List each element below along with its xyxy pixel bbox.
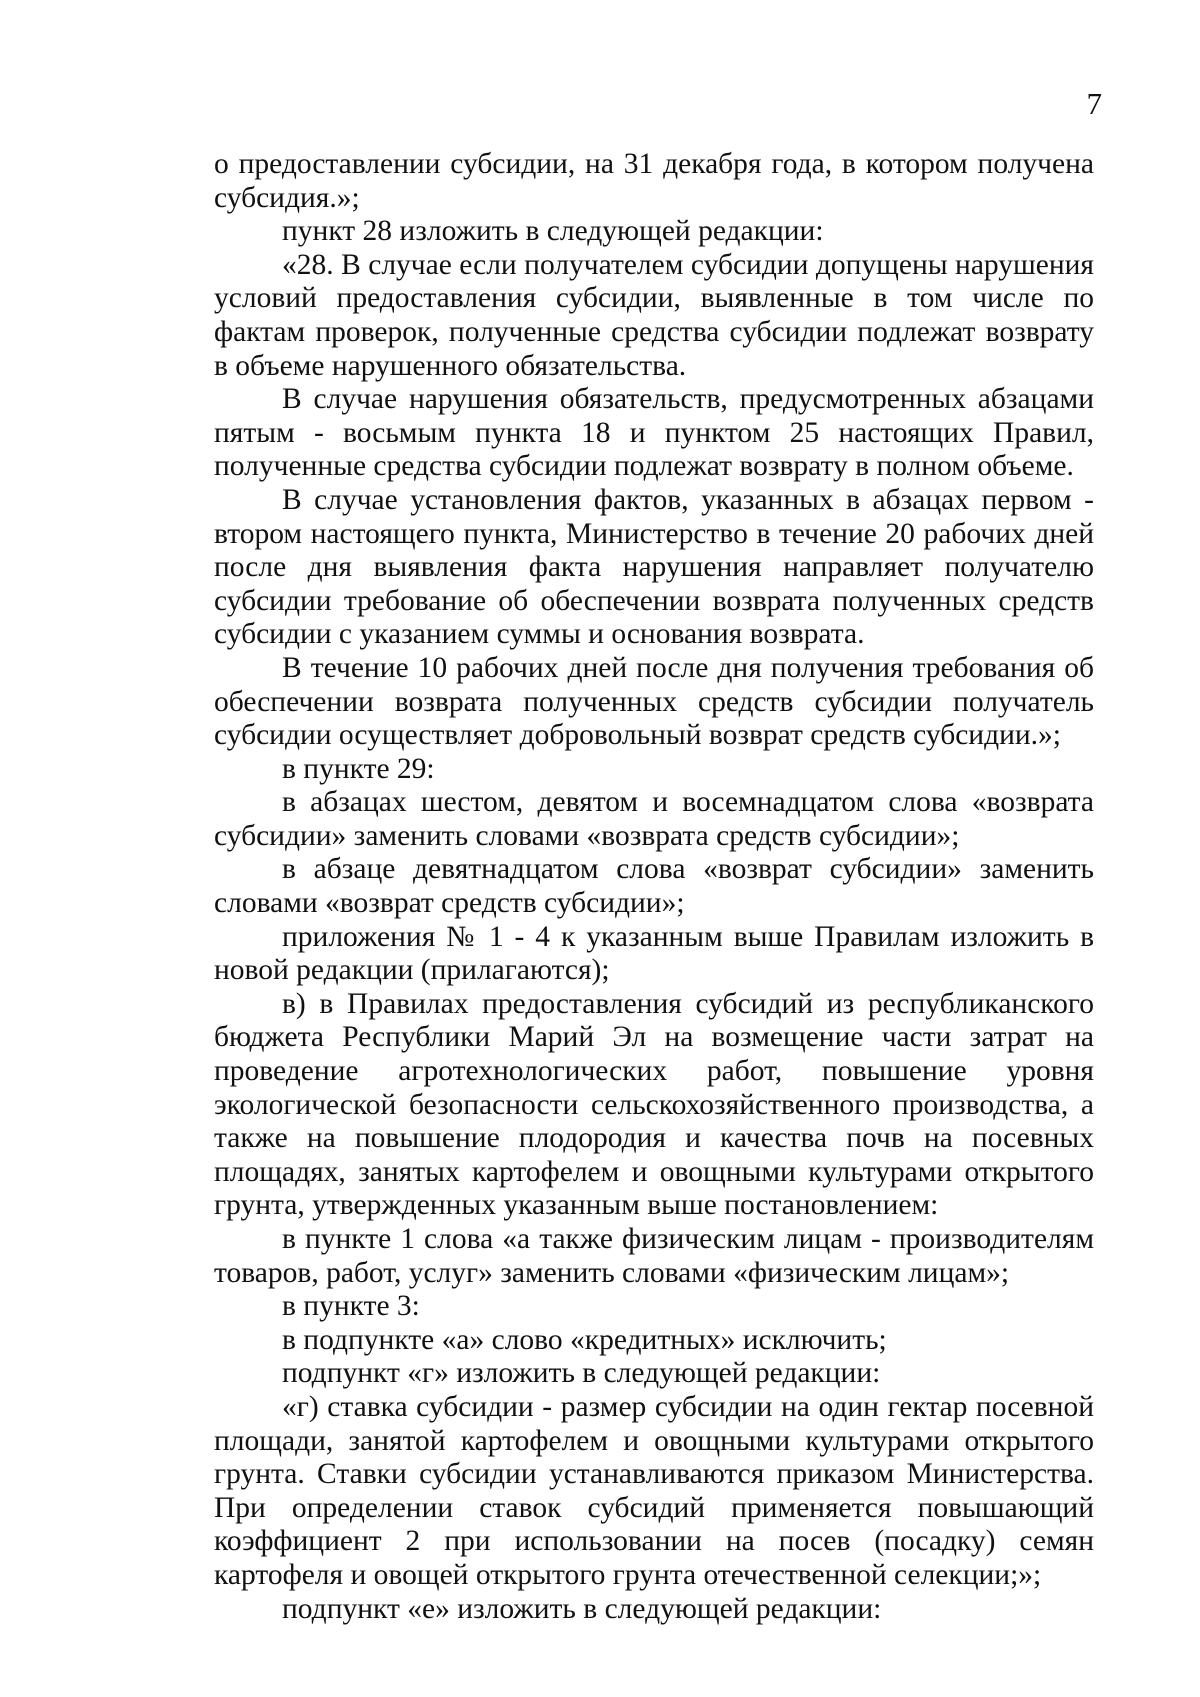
paragraph-subpoint-e-instruction: подпункт «е» изложить в следующей редакции: bbox=[282, 1592, 882, 1625]
paragraph-point-28-instruction: пункт 28 изложить в следующей редакции: bbox=[282, 215, 824, 248]
paragraph-obligations-violation: В случае нарушения обязательств, предусмотренных абзацами пятым - восьмым пункта 18 и пунктом 25 настоящих Правил, полученные средства субсидии подлежат возврату в полном объеме. bbox=[214, 383, 1094, 483]
paragraph-appendices: приложения № 1 - 4 к указанным выше Правилам изложить в новой редакции (прилагаются); bbox=[214, 920, 1094, 987]
document-body bbox=[214, 148, 1094, 1626]
paragraph-subpoint-g-instruction: подпункт «г» изложить в следующей редакции: bbox=[282, 1357, 881, 1390]
paragraph-point-29: в пункте 29: bbox=[282, 752, 435, 785]
paragraph-rules-v: в) в Правилах предоставления субсидий из республиканского бюджета Республики Марий Эл на возмещение части затрат на проведение агротехнологических работ, повышение уровня экологической безопасности сельскохозяйственного производства, а также на повышение плодородия и качества почв на посевных площадях, занятых картофелем и овощными культурами открытого грунта, утвержденных указанным выше постановлением: bbox=[214, 987, 1094, 1222]
paragraph-facts-established: В случае установления фактов, указанных в абзацах первом - втором настоящего пункта, Министерство в течение 20 рабочих дней после дня выявления факта нарушения направляет получателю субсидии требование об обеспечении возврата полученных средств субсидии с указанием суммы и основания возврата. bbox=[214, 483, 1094, 651]
paragraph-point-3: в пункте 3: bbox=[282, 1290, 420, 1323]
paragraph-subpoint-g-text: «г) ставка субсидии - размер субсидии на один гектар посевной площади, занятой картофелем и овощными культурами открытого грунта. Ставки субсидии устанавливаются приказом Министерства. При определении ставок субсидий применяется повышающий коэффициент 2 при использовании на посев (посадку) семян картофеля и овощей открытого грунта отечественной селекции;»; bbox=[214, 1390, 1094, 1591]
paragraph-continuation: о предоставлении субсидии, на 31 декабря года, в котором получена субсидия.»; bbox=[214, 148, 1094, 214]
paragraph-voluntary-return: В течение 10 рабочих дней после дня получения требования об обеспечении возврата полученных средств субсидии получатель субсидии осуществляет добровольный возврат средств субсидии.»; bbox=[214, 651, 1094, 752]
paragraph-point-1: в пункте 1 слова «а также физическим лицам - производителям товаров, работ, услуг» заменить словами «физическим лицам»; bbox=[214, 1223, 1094, 1289]
page-number: 7 bbox=[1086, 86, 1102, 121]
paragraph-abzats-6-9-18: в абзацах шестом, девятом и восемнадцатом слова «возврата субсидии» заменить словами «возврата средств субсидии»; bbox=[214, 786, 1094, 852]
paragraph-point-28-text: «28. В случае если получателем субсидии допущены нарушения условий предоставления субсидии, выявленные в том числе по фактам проверок, полученные средства субсидии подлежат возврату в объеме нарушенного обязательства. bbox=[214, 248, 1094, 382]
paragraph-subpoint-a: в подпункте «а» слово «кредитных» исключить; bbox=[282, 1323, 887, 1356]
paragraph-abzats-19: в абзаце девятнадцатом слова «возврат субсидии» заменить словами «возврат средств субсидии»; bbox=[214, 853, 1094, 920]
